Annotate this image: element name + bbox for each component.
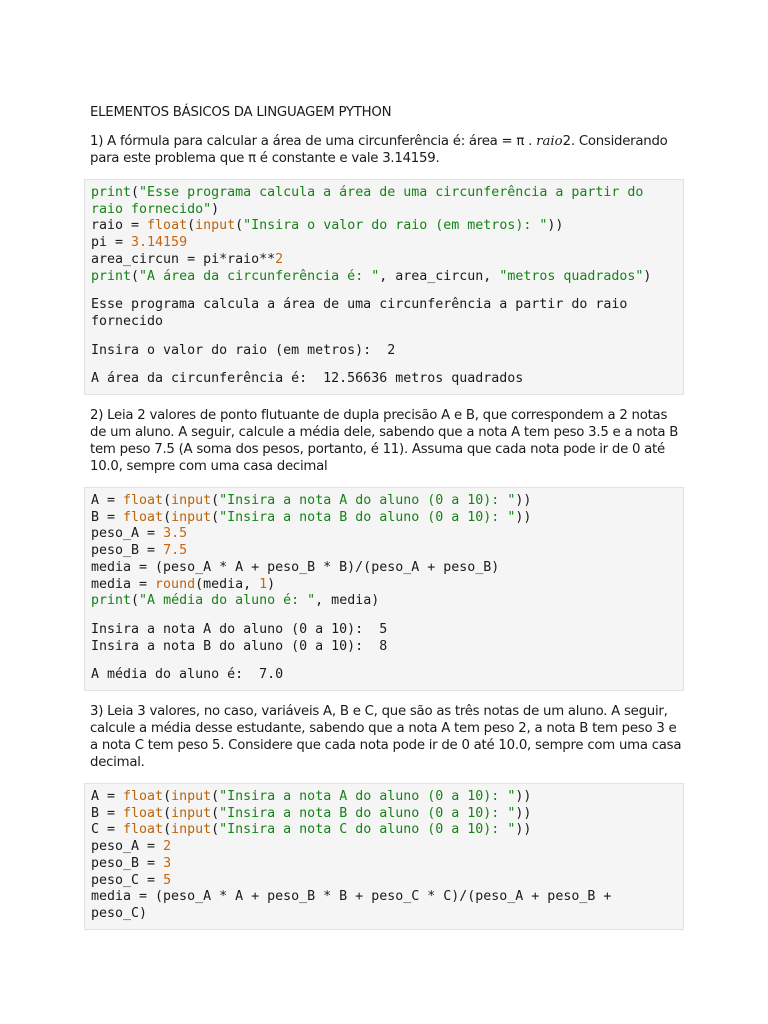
code-token: B = (91, 805, 124, 821)
code-token: ( (163, 493, 172, 509)
code-token: raio = (91, 218, 148, 234)
code-line (91, 593, 677, 610)
code-token: ( (211, 822, 220, 838)
output-line: A área da circunferência é: 12.56636 metros quadrados (91, 371, 524, 387)
string-token: "Insira a nota A do aluno (0 a 10): " (219, 493, 516, 509)
code-token: A = (91, 493, 124, 509)
cell-output (91, 343, 677, 360)
document-title: ELEMENTOS BÁSICOS DA LINGUAGEM PYTHON (90, 105, 392, 120)
code-line (91, 577, 677, 594)
number-token: 3.14159 (131, 235, 188, 251)
code-line (91, 185, 677, 202)
number-token: 7.5 (163, 543, 188, 559)
code-token: ( (163, 822, 172, 838)
number-token: 5 (163, 872, 172, 888)
string-token: "A área da circunferência é: " (139, 268, 380, 284)
string-token: "Insira a nota A do aluno (0 a 10): " (219, 789, 516, 805)
output-line: Insira o valor do raio (em metros): 2 (91, 342, 396, 358)
question-1-text-b: 2. Considerando para este problema que π é constante e vale 3.14159. (90, 134, 668, 166)
code-token: peso_B = (91, 855, 164, 871)
keyword-token: print (91, 268, 132, 284)
keyword-token: print (91, 185, 132, 200)
code-token: ( (187, 218, 196, 234)
code-line (91, 839, 677, 856)
code-token: ( (163, 789, 172, 805)
code-token: peso_C) (91, 905, 148, 921)
function-token: input (171, 509, 212, 525)
code-line (91, 806, 677, 823)
keyword-token: print (91, 593, 132, 609)
code-token: ( (163, 805, 172, 821)
code-token: media = (peso_A * A + peso_B * B + peso_C * C)/(peso_A + peso_B + (91, 889, 612, 905)
code-token: )) (547, 218, 564, 234)
output-line: A média do aluno é: 7.0 (91, 667, 284, 683)
string-token: "A média do aluno é: " (139, 593, 316, 609)
string-token: "Insira a nota B do aluno (0 a 10): " (219, 805, 516, 821)
cell-output (91, 622, 677, 655)
code-token: peso_C = (91, 872, 164, 888)
function-token: float (123, 805, 164, 821)
code-token: )) (515, 509, 532, 525)
code-token: media = (peso_A * A + peso_B * B)/(peso_A + peso_B) (91, 559, 500, 575)
function-token: input (171, 789, 212, 805)
output-line: Insira a nota B do aluno (0 a 10): 8 (91, 638, 388, 654)
cell-output (91, 667, 677, 684)
code-input[interactable] (91, 789, 677, 923)
function-token: float (123, 509, 164, 525)
question-1-math-raio: raio (536, 134, 563, 149)
question-1-text-a: 1) A fórmula para calcular a área de uma circunferência é: área = π . (90, 134, 537, 149)
code-token: )) (515, 789, 532, 805)
code-token: )) (515, 822, 532, 838)
code-token: (media, (195, 576, 260, 592)
code-input[interactable] (91, 185, 677, 285)
code-line (91, 856, 677, 873)
code-line (91, 889, 677, 906)
function-token: input (195, 218, 236, 234)
number-token: 3 (163, 855, 172, 871)
code-cell-2[interactable] (84, 487, 684, 691)
number-token: 2 (163, 839, 172, 855)
string-token: "metros quadrados" (499, 268, 644, 284)
code-token: ( (211, 789, 220, 805)
code-line (91, 269, 677, 286)
code-token: pi = (91, 235, 132, 251)
code-token: ( (211, 509, 220, 525)
function-token: input (171, 493, 212, 509)
code-line (91, 235, 677, 252)
code-line (91, 218, 677, 235)
code-line (91, 906, 677, 923)
code-token: )) (515, 805, 532, 821)
code-token: ( (235, 218, 244, 234)
string-token: raio fornecido" (91, 201, 212, 217)
code-token: ( (131, 593, 140, 609)
code-token: ( (211, 493, 220, 509)
cell-output (91, 297, 677, 330)
code-token: C = (91, 822, 124, 838)
function-token: round (155, 576, 196, 592)
code-line (91, 873, 677, 890)
function-token: float (123, 493, 164, 509)
code-line (91, 493, 677, 510)
code-token: , media) (315, 593, 380, 609)
question-1 (90, 133, 684, 167)
code-line (91, 202, 677, 219)
code-token: area_circun = pi*raio** (91, 251, 276, 267)
code-token: ( (163, 509, 172, 525)
number-token: 3.5 (163, 526, 188, 542)
code-token: ( (131, 185, 140, 200)
string-token: "Insira a nota C do aluno (0 a 10): " (219, 822, 516, 838)
code-line (91, 510, 677, 527)
output-line: Insira a nota A do aluno (0 a 10): 5 (91, 621, 388, 637)
function-token: input (171, 822, 212, 838)
output-line: Esse programa calcula a área de uma circunferência a partir do raio (91, 297, 628, 313)
function-token: float (147, 218, 188, 234)
code-cell-1[interactable] (84, 179, 684, 395)
string-token: "Insira a nota B do aluno (0 a 10): " (219, 509, 516, 525)
question-3: 3) Leia 3 valores, no caso, variáveis A, B e C, que são as três notas de um aluno. A seguir, calcule a média desse estudante, sabendo que a nota A tem peso 2, a nota B tem peso 3 e a nota C tem peso 5. Considere que cada nota pode ir de 0 até 10.0, sempre com uma casa decimal. (90, 704, 682, 771)
question-2: 2) Leia 2 valores de ponto flutuante de dupla precisão A e B, que correspondem a 2 notas de um aluno. A seguir, calcule a média dele, sabendo que a nota A tem peso 3.5 e a nota B tem peso 7.5 (A soma dos pesos, portanto, é 11). Assuma que cada nota pode ir de 0 até 10.0, sempre com uma casa decimal (90, 408, 679, 475)
code-token: peso_A = (91, 526, 164, 542)
output-line: fornecido (91, 313, 164, 329)
code-token: ( (131, 268, 140, 284)
string-token: "Esse programa calcula a área de uma circunferência a partir do (139, 185, 644, 200)
number-token: 2 (275, 251, 284, 267)
code-token: )) (515, 493, 532, 509)
code-token: peso_B = (91, 543, 164, 559)
code-line (91, 526, 677, 543)
code-line (91, 822, 677, 839)
code-input[interactable] (91, 493, 677, 610)
code-token: ) (643, 268, 652, 284)
code-token: ( (211, 805, 220, 821)
document-page (90, 104, 684, 942)
code-token: ) (211, 201, 220, 217)
code-line (91, 789, 677, 806)
code-token: ) (267, 576, 276, 592)
code-token: , area_circun, (379, 268, 500, 284)
code-cell-3[interactable] (84, 783, 684, 930)
code-line (91, 252, 677, 269)
function-token: input (171, 805, 212, 821)
code-line (91, 543, 677, 560)
code-line (91, 560, 677, 577)
code-token: peso_A = (91, 839, 164, 855)
code-token: A = (91, 789, 124, 805)
cell-output (91, 371, 677, 388)
function-token: float (123, 822, 164, 838)
function-token: float (123, 789, 164, 805)
code-token: media = (91, 576, 156, 592)
code-token: B = (91, 509, 124, 525)
string-token: "Insira o valor do raio (em metros): " (243, 218, 548, 234)
number-token: 1 (259, 576, 268, 592)
